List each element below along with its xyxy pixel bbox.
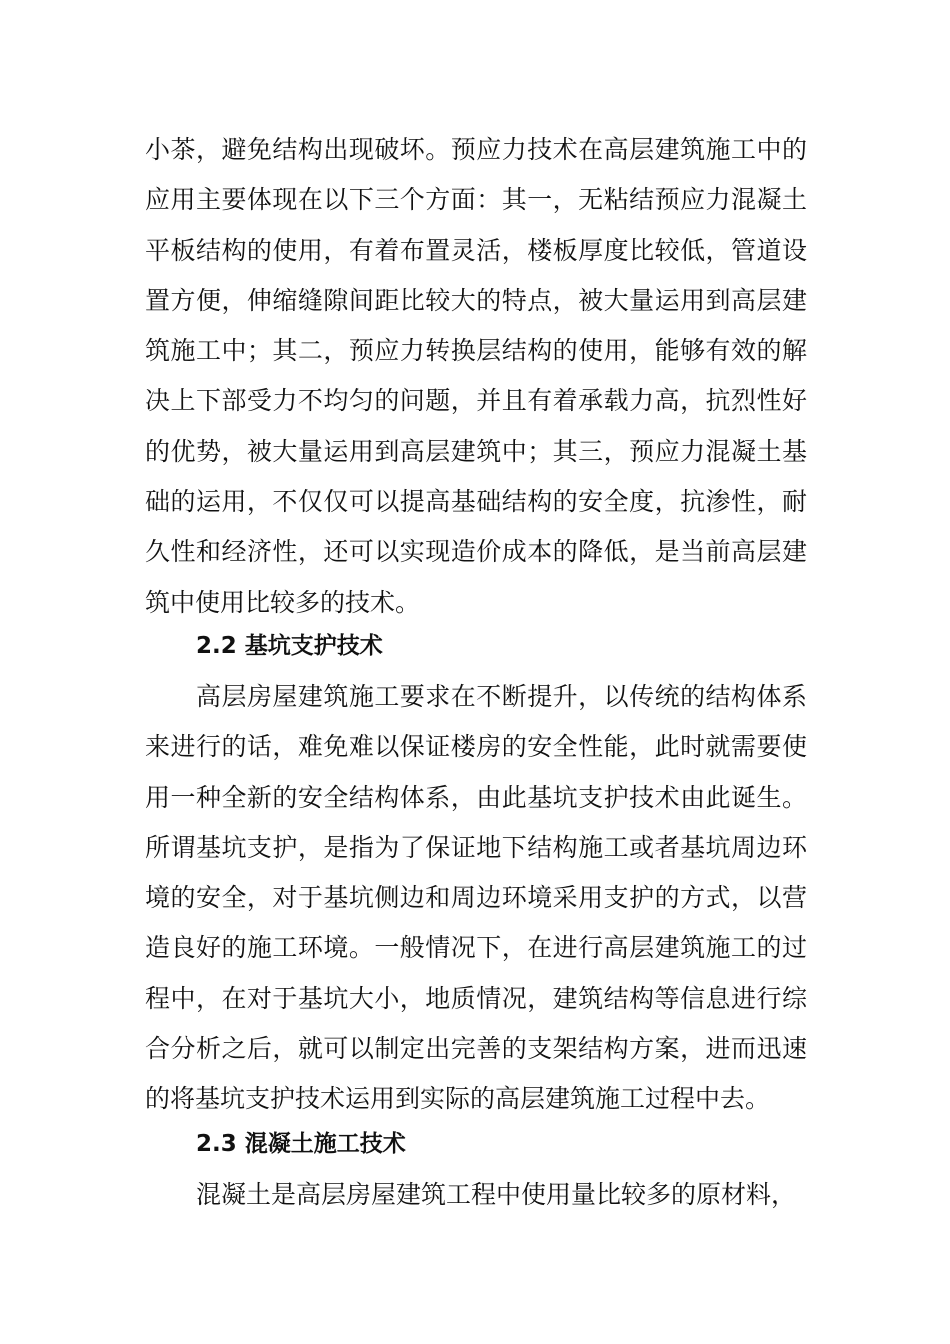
paragraph-foundation-pit-support: 高层房屋建筑施工要求在不断提升，以传统的结构体系来进行的话，难免难以保证楼房的安全性能，此时就需要使用一种全新的安全结构体系，由此基坑支护技术由此诞生。所谓基坑支护，是指为了保证地下结构施工或者基坑周边环境的安全，对于基坑侧边和周边环境采用支护的方式，以营造良好的施工环境。一般情况下，在进行高层建筑施工的过程中，在对于基坑大小，地质情况，建筑结构等信息进行综合分析之后，就可以制定出完善的支架结构方案，进而迅速的将基坑支护技术运用到实际的高层建筑施工过程中去。 — [145, 682, 807, 1114]
section-heading-2-3: 2.3 混凝土施工技术 — [196, 1131, 406, 1157]
paragraph-prestress-applications: 小茶，避免结构出现破坏。预应力技术在高层建筑施工中的应用主要体现在以下三个方面：其一，无粘结预应力混凝土平板结构的使用，有着布置灵活，楼板厚度比较低，管道设置方便，伸缩缝隙间距比较大的特点，被大量运用到高层建筑施工中；其二，预应力转换层结构的使用，能够有效的解决上下部受力不均匀的问题，并且有着承载力高，抗烈性好的优势，被大量运用到高层建筑中；其三，预应力混凝土基础的运用，不仅仅可以提高基础结构的安全度，抗渗性，耐久性和经济性，还可以实现造价成本的降低，是当前高层建筑中使用比较多的技术。 — [145, 135, 807, 617]
paragraph-concrete-construction: 混凝土是高层房屋建筑工程中使用量比较多的原材料， — [196, 1180, 797, 1209]
section-heading-2-2: 2.2 基坑支护技术 — [196, 633, 383, 659]
